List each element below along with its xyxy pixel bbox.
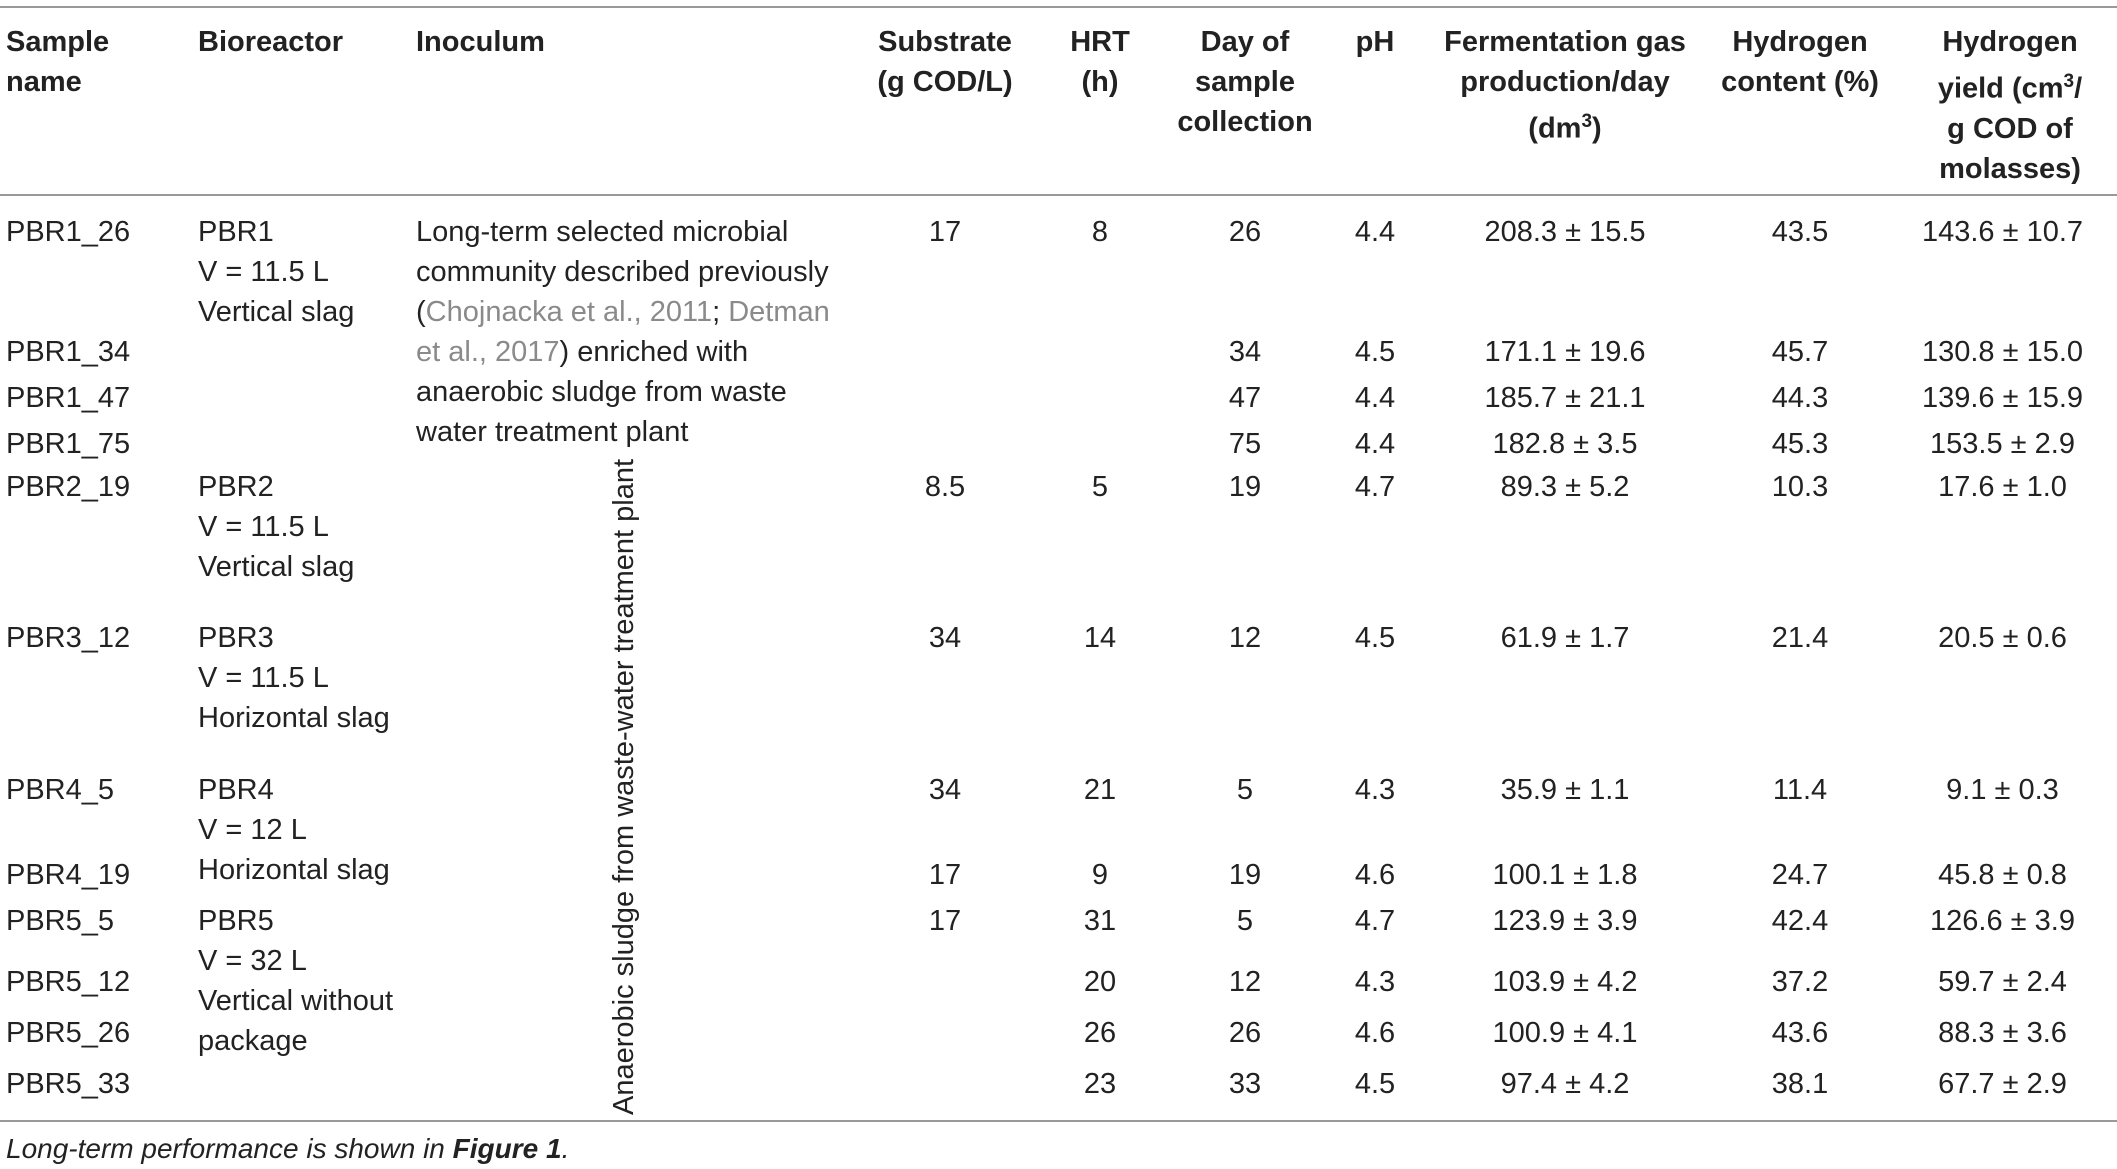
cell-ph: 4.5 [1354, 1068, 1396, 1100]
cell-sample: PBR2_19 [6, 471, 131, 503]
gas-unit: $(dm^3)$ [1528, 111, 1602, 145]
cell-h2-yield: 126.6 ± 3.9 [1930, 905, 2075, 937]
cell-day: 12 [1228, 966, 1262, 998]
cell-substrate: 17 [928, 859, 962, 891]
header-sample-name: Sample name [6, 26, 110, 98]
cell-sample: PBR5_26 [6, 1017, 131, 1049]
cell-h2-content: 43.5 [1771, 216, 1829, 248]
bioreactor-pbr1: PBR1 V = 11.5 L Vertical slag [198, 216, 355, 328]
cell-h2-yield: 59.7 ± 2.4 [1938, 966, 2067, 998]
cell-h2-content: 38.1 [1771, 1068, 1829, 1100]
cell-sample: PBR5_33 [6, 1068, 131, 1100]
inoculum-ref-line: (Chojnacka et al., 2011; Detman [416, 296, 830, 328]
cell-h2-content: 21.4 [1771, 622, 1829, 654]
cell-day: 47 [1228, 382, 1262, 414]
header-ph: pH [1355, 26, 1395, 58]
cell-h2-yield: 153.5 ± 2.9 [1930, 428, 2075, 460]
cell-sample: PBR1_75 [6, 428, 131, 460]
cell-h2-yield: 88.3 ± 3.6 [1938, 1017, 2067, 1049]
cell-gas: 35.9 ± 1.1 [1500, 774, 1630, 806]
cell-day: 19 [1228, 471, 1262, 503]
cell-gas: 185.7 ± 21.1 [1484, 382, 1646, 414]
cell-hrt: 5 [1091, 471, 1109, 503]
cell-ph: 4.4 [1354, 382, 1396, 414]
cell-sample: PBR1_26 [6, 216, 131, 248]
cell-sample: PBR1_34 [6, 336, 131, 368]
cell-h2-yield: 130.8 ± 15.0 [1921, 336, 2084, 368]
header-substrate: Substrate (g COD/L) [877, 26, 1013, 98]
cell-h2-content: 44.3 [1771, 382, 1829, 414]
cell-day: 5 [1236, 905, 1254, 937]
cell-h2-content: 37.2 [1771, 966, 1829, 998]
cell-sample: PBR5_12 [6, 966, 131, 998]
cell-h2-yield: 17.6 ± 1.0 [1938, 471, 2067, 503]
inoculum-vertical-text: Anaerobic sludge from waste-water treatment plant [608, 458, 640, 1115]
cell-gas: 182.8 ± 3.5 [1492, 428, 1638, 460]
cell-h2-yield: 67.7 ± 2.9 [1938, 1068, 2067, 1100]
table-bottom-rule [0, 1120, 2117, 1122]
bioreactor-pbr5: PBR5 V = 32 L Vertical without package [198, 905, 394, 1057]
cell-h2-content: 43.6 [1771, 1017, 1829, 1049]
cell-substrate: 17 [928, 216, 962, 248]
cell-sample: PBR4_5 [6, 774, 115, 806]
cell-sample: PBR4_19 [6, 859, 131, 891]
cell-h2-content: 11.4 [1772, 774, 1828, 806]
figure-link[interactable]: Figure 1 [452, 1133, 562, 1164]
cell-ph: 4.7 [1354, 905, 1396, 937]
cell-ph: 4.5 [1354, 336, 1396, 368]
cell-ph: 4.7 [1354, 471, 1396, 503]
cell-gas: 208.3 ± 15.5 [1484, 216, 1646, 248]
cell-day: 33 [1228, 1068, 1262, 1100]
inoculum-ref-line-2: et al., 2017) enriched with [416, 336, 749, 368]
cell-substrate: 8.5 [924, 471, 966, 503]
table-footnote: Long-term performance is shown in Figure 1. [6, 1133, 570, 1164]
cell-gas: 97.4 ± 4.2 [1500, 1068, 1630, 1100]
bioreactor-pbr4: PBR4 V = 12 L Horizontal slag [198, 774, 390, 886]
cell-day: 26 [1228, 1017, 1262, 1049]
cell-h2-content: 10.3 [1771, 471, 1829, 503]
header-bioreactor: Bioreactor [198, 26, 344, 58]
header-h2-content: Hydrogen content (%) [1721, 26, 1879, 98]
bioreactor-pbr2: PBR2 V = 11.5 L Vertical slag [198, 471, 355, 583]
cell-sample: PBR5_5 [6, 905, 115, 937]
header-bottom-rule [0, 194, 2117, 196]
cell-substrate: 34 [928, 622, 962, 654]
cell-h2-yield: 139.6 ± 15.9 [1921, 382, 2084, 414]
cell-sample: PBR1_47 [6, 382, 131, 414]
cell-ph: 4.4 [1354, 428, 1396, 460]
cell-gas: 123.9 ± 3.9 [1492, 905, 1638, 937]
cell-substrate: 34 [928, 774, 962, 806]
cell-ph: 4.3 [1354, 966, 1396, 998]
cell-h2-content: 45.7 [1771, 336, 1829, 368]
cell-gas: 89.3 ± 5.2 [1500, 471, 1630, 503]
reference-link-detman[interactable]: Detman [728, 296, 830, 328]
cell-h2-yield: 143.6 ± 10.7 [1921, 216, 2084, 248]
cell-gas: 171.1 ± 19.6 [1484, 336, 1646, 368]
cell-ph: 4.6 [1354, 859, 1396, 891]
cell-hrt: 20 [1083, 966, 1117, 998]
cell-hrt: 8 [1091, 216, 1109, 248]
table-top-rule [0, 6, 2117, 8]
cell-hrt: 26 [1083, 1017, 1117, 1049]
inoculum-pbr1: Long-term selected microbial community described previously (Chojnacka et al., 2011; Detman et al., 2017) enriched with anaerobic sludge from waste water treatment plant [416, 216, 830, 448]
cell-hrt: 23 [1083, 1068, 1117, 1100]
cell-ph: 4.6 [1354, 1017, 1396, 1049]
cell-h2-content: 45.3 [1771, 428, 1829, 460]
cell-gas: 103.9 ± 4.2 [1492, 966, 1638, 998]
cell-h2-content: 24.7 [1771, 859, 1829, 891]
header-day: Day of sample collection [1177, 26, 1313, 138]
cell-gas: 100.9 ± 4.1 [1492, 1017, 1638, 1049]
cell-h2-yield: 45.8 ± 0.8 [1938, 859, 2067, 891]
header-gas: Fermentation gas production/day $(dm^3)$ [1420, 22, 1710, 149]
header-hrt: HRT (h) [1070, 26, 1130, 98]
cell-day: 12 [1228, 622, 1262, 654]
cell-sample: PBR3_12 [6, 622, 131, 654]
cell-h2-yield: 9.1 ± 0.3 [1946, 774, 2059, 806]
cell-ph: 4.4 [1354, 216, 1396, 248]
cell-h2-yield: 20.5 ± 0.6 [1938, 622, 2067, 654]
cell-hrt: 9 [1091, 859, 1109, 891]
cell-gas: 100.1 ± 1.8 [1492, 859, 1638, 891]
cell-day: 5 [1236, 774, 1254, 806]
cell-hrt: 31 [1083, 905, 1117, 937]
h2-yield-unit-line: yield ($cm^3/$ [1937, 71, 2083, 105]
cell-hrt: 21 [1083, 774, 1117, 806]
cell-day: 26 [1228, 216, 1262, 248]
cell-h2-content: 42.4 [1771, 905, 1829, 937]
cell-substrate: 17 [928, 905, 962, 937]
reference-link-detman-cont[interactable]: et al., 2017 [416, 336, 560, 368]
cell-day: 75 [1228, 428, 1262, 460]
reference-link-chojnacka[interactable]: Chojnacka et al., 2011 [425, 296, 713, 328]
bioreactor-pbr3: PBR3 V = 11.5 L Horizontal slag [198, 622, 390, 734]
header-h2-yield: Hydrogen yield ($cm^3/$ g COD of molasses) [1915, 22, 2105, 189]
header-inoculum: Inoculum [416, 26, 545, 58]
cell-hrt: 14 [1083, 622, 1117, 654]
cell-gas: 61.9 ± 1.7 [1500, 622, 1630, 654]
cell-day: 34 [1228, 336, 1262, 368]
cell-ph: 4.3 [1354, 774, 1396, 806]
cell-ph: 4.5 [1354, 622, 1396, 654]
cell-day: 19 [1228, 859, 1262, 891]
